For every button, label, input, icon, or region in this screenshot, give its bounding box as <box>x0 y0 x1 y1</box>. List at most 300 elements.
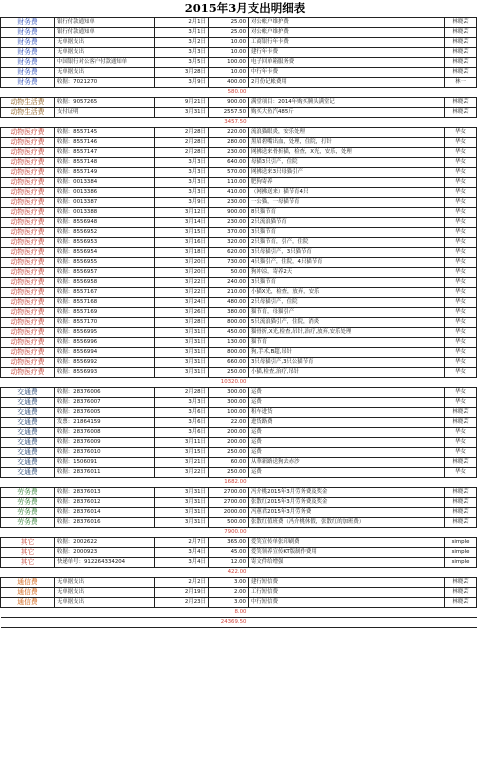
description-cell: 寄文件给增强 <box>249 558 445 568</box>
person-cell: 华女 <box>445 258 477 268</box>
date-cell: 3月31日 <box>155 518 209 528</box>
date-cell: 3月6日 <box>155 418 209 428</box>
person-cell: simple <box>445 558 477 568</box>
person-cell: 华女 <box>445 218 477 228</box>
date-cell: 2月19日 <box>155 588 209 598</box>
description-cell: 冯介桃2015年3月劳务费及奖金 <box>249 488 445 498</box>
subtotal-row <box>1 118 477 128</box>
document-cell: 收据：28376007 <box>55 398 155 408</box>
amount-cell: 100.00 <box>209 408 249 418</box>
person-cell: 华女 <box>445 248 477 258</box>
date-cell: 3月3日 <box>155 48 209 58</box>
amount-cell: 300.00 <box>209 388 249 398</box>
description-cell: 2只流浪猫节育 <box>249 218 445 228</box>
amount-cell: 250.00 <box>209 448 249 458</box>
table-row <box>1 328 477 338</box>
amount-cell: 2557.50 <box>209 108 249 118</box>
description-cell: 3只母猫引产，3只猫节育 <box>249 248 445 258</box>
amount-cell: 500.00 <box>209 518 249 528</box>
date-cell <box>155 528 209 538</box>
amount-cell: 365.00 <box>209 538 249 548</box>
amount-cell: 320.00 <box>209 238 249 248</box>
document-cell: 无单据支出 <box>55 68 155 78</box>
amount-cell: 10.00 <box>209 48 249 58</box>
description-cell: 运费 <box>249 438 445 448</box>
person-cell: 华女 <box>445 228 477 238</box>
table-row <box>1 598 477 608</box>
amount-cell: 800.00 <box>209 318 249 328</box>
category-cell: 动物医疗费 <box>1 178 55 188</box>
description-cell: 进货路费 <box>249 418 445 428</box>
date-cell: 3月9日 <box>155 78 209 88</box>
description-cell: 2只猫节育，引产，住院 <box>249 238 445 248</box>
document-cell: 收据：8557168 <box>55 298 155 308</box>
description-cell: 爱笑领养宣传KT版制作费用 <box>249 548 445 558</box>
category-cell <box>1 378 55 388</box>
person-cell: 林一 <box>445 78 477 88</box>
category-cell: 动物医疗费 <box>1 258 55 268</box>
document-cell <box>55 568 155 578</box>
date-cell: 3月31日 <box>155 348 209 358</box>
person-cell <box>445 528 477 538</box>
category-cell: 交通费 <box>1 428 55 438</box>
amount-cell: 200.00 <box>209 438 249 448</box>
document-cell: 收据：8557146 <box>55 138 155 148</box>
table-row <box>1 318 477 328</box>
document-cell: 收据：9057265 <box>55 98 155 108</box>
date-cell: 3月6日 <box>155 408 209 418</box>
description-cell: 工商银行年卡费 <box>249 38 445 48</box>
subtotal-amount: 7900.00 <box>209 528 249 538</box>
document-cell: 无单据支出 <box>55 48 155 58</box>
description-cell <box>249 118 445 128</box>
subtotal-amount: 24369.50 <box>209 618 249 628</box>
description-cell: 对公帐户维护费 <box>249 18 445 28</box>
date-cell: 3月22日 <box>155 468 209 478</box>
description-cell: 5只流浪猫引产，住院，消炎 <box>249 318 445 328</box>
date-cell: 3月4日 <box>155 548 209 558</box>
date-cell: 3月31日 <box>155 338 209 348</box>
amount-cell: 640.00 <box>209 158 249 168</box>
category-cell: 动物医疗费 <box>1 318 55 328</box>
category-cell: 动物医疗费 <box>1 168 55 178</box>
date-cell: 3月3日 <box>155 178 209 188</box>
description-cell <box>249 608 445 618</box>
category-cell: 通信费 <box>1 588 55 598</box>
description-cell: 工行短信费 <box>249 588 445 598</box>
table-row <box>1 498 477 508</box>
document-cell: 收据：8556994 <box>55 348 155 358</box>
document-cell: 收据：8556954 <box>55 248 155 258</box>
table-row <box>1 408 477 418</box>
person-cell: 华女 <box>445 168 477 178</box>
category-cell: 交通费 <box>1 468 55 478</box>
person-cell: 华女 <box>445 288 477 298</box>
person-cell: 林晓芸 <box>445 418 477 428</box>
person-cell: 华女 <box>445 318 477 328</box>
document-cell: 收据：8556957 <box>55 268 155 278</box>
document-cell <box>55 378 155 388</box>
category-cell: 交通费 <box>1 438 55 448</box>
category-cell: 动物医疗费 <box>1 208 55 218</box>
date-cell: 3月1日 <box>155 28 209 38</box>
amount-cell: 45.00 <box>209 548 249 558</box>
category-cell: 动物医疗费 <box>1 158 55 168</box>
person-cell <box>445 118 477 128</box>
person-cell: 华女 <box>445 448 477 458</box>
category-cell: 财务费 <box>1 68 55 78</box>
description-cell: 中行短信费 <box>249 598 445 608</box>
table-row <box>1 448 477 458</box>
person-cell: 华女 <box>445 428 477 438</box>
category-cell <box>1 88 55 98</box>
table-row <box>1 28 477 38</box>
date-cell: 3月20日 <box>155 258 209 268</box>
description-cell: 建行年卡费 <box>249 48 445 58</box>
person-cell: 林晓芸 <box>445 578 477 588</box>
person-cell: 林晓芸 <box>445 48 477 58</box>
person-cell: 华女 <box>445 348 477 358</box>
person-cell: simple <box>445 548 477 558</box>
person-cell: 林晓芸 <box>445 508 477 518</box>
subtotal-amount: 3457.50 <box>209 118 249 128</box>
description-cell: 满堂项目：2014年购买腾头满堂记 <box>249 98 445 108</box>
table-row <box>1 538 477 548</box>
category-cell <box>1 568 55 578</box>
document-cell: 收据：1506091 <box>55 458 155 468</box>
table-row <box>1 18 477 28</box>
expense-table-body <box>1 18 477 628</box>
document-cell: 收据：8557167 <box>55 288 155 298</box>
document-cell: 收据：8557148 <box>55 158 155 168</box>
table-row <box>1 68 477 78</box>
table-row <box>1 458 477 468</box>
amount-cell: 250.00 <box>209 368 249 378</box>
table-row <box>1 588 477 598</box>
document-cell: 无单据支出 <box>55 588 155 598</box>
date-cell: 3月31日 <box>155 368 209 378</box>
table-row <box>1 398 477 408</box>
amount-cell: 300.00 <box>209 398 249 408</box>
description-cell <box>249 478 445 488</box>
description-cell: 电子回单箱服务费 <box>249 58 445 68</box>
person-cell <box>445 478 477 488</box>
document-cell: 收据：28376012 <box>55 498 155 508</box>
amount-cell: 200.00 <box>209 428 249 438</box>
category-cell: 动物医疗费 <box>1 128 55 138</box>
document-cell: 收据：8557170 <box>55 318 155 328</box>
date-cell: 3月26日 <box>155 308 209 318</box>
description-cell: 张散红2015年3月劳务费及奖金 <box>249 498 445 508</box>
date-cell: 2月28日 <box>155 388 209 398</box>
date-cell: 3月15日 <box>155 228 209 238</box>
description-cell: 黑眉碧嘴出血，处理，住院，打针 <box>249 138 445 148</box>
expense-table <box>0 17 477 628</box>
table-row <box>1 98 477 108</box>
document-cell <box>55 118 155 128</box>
document-cell: 收据：28376014 <box>55 508 155 518</box>
person-cell: simple <box>445 538 477 548</box>
table-row <box>1 488 477 498</box>
table-row <box>1 298 477 308</box>
description-cell: 租车进货 <box>249 408 445 418</box>
amount-cell: 250.00 <box>209 468 249 478</box>
document-cell <box>55 88 155 98</box>
category-cell: 动物医疗费 <box>1 368 55 378</box>
document-cell: 银行付款通知单 <box>55 28 155 38</box>
document-cell: 收据：0013387 <box>55 198 155 208</box>
subtotal-amount: 8.00 <box>209 608 249 618</box>
amount-cell: 400.00 <box>209 78 249 88</box>
table-row <box>1 178 477 188</box>
table-row <box>1 358 477 368</box>
document-cell: 快递单号：912264334204 <box>55 558 155 568</box>
description-cell: 3只猫节育 <box>249 278 445 288</box>
category-cell: 劳务费 <box>1 498 55 508</box>
person-cell: 华女 <box>445 188 477 198</box>
description-cell: 小猫X光，检查，放弃，安乐 <box>249 288 445 298</box>
subtotal-amount: 10320.00 <box>209 378 249 388</box>
description-cell: 肥狗寄养 <box>249 178 445 188</box>
description-cell: 母猫3只引产，住院 <box>249 158 445 168</box>
document-cell: 收据：28376009 <box>55 438 155 448</box>
description-cell: 一公猫，一母猫节育 <box>249 198 445 208</box>
table-row <box>1 38 477 48</box>
date-cell: 3月3日 <box>155 188 209 198</box>
table-row <box>1 108 477 118</box>
description-cell: 2只母猫引产，住院 <box>249 298 445 308</box>
document-cell: 收据：0013386 <box>55 188 155 198</box>
date-cell <box>155 608 209 618</box>
person-cell: 华女 <box>445 328 477 338</box>
table-row <box>1 348 477 358</box>
amount-cell: 280.00 <box>209 138 249 148</box>
amount-cell: 450.00 <box>209 328 249 338</box>
subtotal-row <box>1 568 477 578</box>
amount-cell: 800.00 <box>209 348 249 358</box>
date-cell: 3月14日 <box>155 218 209 228</box>
description-cell: 猫骨折,X光,检查,吊针,治疗,放弃,安乐处理 <box>249 328 445 338</box>
document-cell: 收据：8556952 <box>55 228 155 238</box>
description-cell: 狗,手术,B超,吊针 <box>249 348 445 358</box>
category-cell: 动物医疗费 <box>1 228 55 238</box>
date-cell: 3月28日 <box>155 68 209 78</box>
amount-cell: 230.00 <box>209 218 249 228</box>
date-cell: 3月4日 <box>155 558 209 568</box>
category-cell: 动物医疗费 <box>1 188 55 198</box>
description-cell: 运费 <box>249 448 445 458</box>
amount-cell: 50.00 <box>209 268 249 278</box>
subtotal-row <box>1 378 477 388</box>
table-row <box>1 548 477 558</box>
document-cell: 收据：0013384 <box>55 178 155 188</box>
date-cell: 2月28日 <box>155 138 209 148</box>
person-cell: 林晓芸 <box>445 108 477 118</box>
date-cell: 3月28日 <box>155 318 209 328</box>
description-cell: 爱笑宣传单张印刷费 <box>249 538 445 548</box>
description-cell: 冯蕙君2015年3月劳务费 <box>249 508 445 518</box>
category-cell <box>1 528 55 538</box>
date-cell: 2月28日 <box>155 148 209 158</box>
category-cell: 动物医疗费 <box>1 138 55 148</box>
description-cell: 运费 <box>249 428 445 438</box>
person-cell <box>445 378 477 388</box>
table-row <box>1 218 477 228</box>
document-cell: 收据：28376010 <box>55 448 155 458</box>
category-cell: 动物医疗费 <box>1 348 55 358</box>
description-cell: 网拂送来3只母猫引产 <box>249 168 445 178</box>
amount-cell: 22.00 <box>209 418 249 428</box>
person-cell: 华女 <box>445 388 477 398</box>
date-cell: 3月15日 <box>155 448 209 458</box>
document-cell: 收据：28376008 <box>55 428 155 438</box>
category-cell: 动物医疗费 <box>1 298 55 308</box>
date-cell: 3月5日 <box>155 58 209 68</box>
date-cell: 3月31日 <box>155 498 209 508</box>
table-row <box>1 368 477 378</box>
date-cell: 3月22日 <box>155 288 209 298</box>
category-cell: 动物医疗费 <box>1 218 55 228</box>
subtotal-row <box>1 608 477 618</box>
table-row <box>1 438 477 448</box>
description-cell <box>249 378 445 388</box>
category-cell: 通信费 <box>1 598 55 608</box>
amount-cell: 2700.00 <box>209 488 249 498</box>
table-row <box>1 248 477 258</box>
description-cell: 3只猫节育 <box>249 228 445 238</box>
amount-cell: 620.00 <box>209 248 249 258</box>
date-cell: 3月20日 <box>155 268 209 278</box>
category-cell: 动物医疗费 <box>1 328 55 338</box>
date-cell: 2月1日 <box>155 18 209 28</box>
document-cell: 发票：21864159 <box>55 418 155 428</box>
person-cell <box>445 608 477 618</box>
category-cell: 动物医疗费 <box>1 338 55 348</box>
document-cell: 收据：8556958 <box>55 278 155 288</box>
category-cell: 财务费 <box>1 48 55 58</box>
description-cell: 运费 <box>249 468 445 478</box>
category-cell: 动物医疗费 <box>1 268 55 278</box>
document-cell: 收据：8556953 <box>55 238 155 248</box>
date-cell: 2月7日 <box>155 538 209 548</box>
amount-cell: 10.00 <box>209 38 249 48</box>
category-cell: 动物医疗费 <box>1 308 55 318</box>
date-cell: 9月21日 <box>155 98 209 108</box>
date-cell: 3月31日 <box>155 508 209 518</box>
document-cell: 无单据支出 <box>55 598 155 608</box>
document-cell: 无单据支出 <box>55 578 155 588</box>
document-cell: 收据：8556955 <box>55 258 155 268</box>
date-cell: 3月12日 <box>155 208 209 218</box>
table-row <box>1 128 477 138</box>
amount-cell: 730.00 <box>209 258 249 268</box>
table-row <box>1 278 477 288</box>
category-cell: 财务费 <box>1 28 55 38</box>
amount-cell: 220.00 <box>209 128 249 138</box>
date-cell: 3月3日 <box>155 158 209 168</box>
person-cell: 华女 <box>445 368 477 378</box>
amount-cell: 12.00 <box>209 558 249 568</box>
description-cell <box>249 528 445 538</box>
document-cell: 收据：8557145 <box>55 128 155 138</box>
amount-cell: 480.00 <box>209 298 249 308</box>
category-cell: 通信费 <box>1 578 55 588</box>
amount-cell: 370.00 <box>209 228 249 238</box>
person-cell: 林晓芸 <box>445 588 477 598</box>
date-cell <box>155 378 209 388</box>
person-cell: 华女 <box>445 178 477 188</box>
date-cell: 3月31日 <box>155 108 209 118</box>
category-cell: 动物医疗费 <box>1 248 55 258</box>
description-cell: 流浪猫眼炎，安乐处理 <box>249 128 445 138</box>
person-cell: 林晓芸 <box>445 98 477 108</box>
description-cell: 网拂送来骨折猫，检查，X光，安乐，处理 <box>249 148 445 158</box>
amount-cell: 2.00 <box>209 588 249 598</box>
person-cell: 华女 <box>445 128 477 138</box>
person-cell: 华女 <box>445 148 477 158</box>
category-cell: 动物生活费 <box>1 98 55 108</box>
document-cell: 支付证明 <box>55 108 155 118</box>
category-cell: 交通费 <box>1 388 55 398</box>
document-cell: 收据：28376006 <box>55 388 155 398</box>
document-cell: 收据：28376011 <box>55 468 155 478</box>
table-row <box>1 558 477 568</box>
person-cell: 华女 <box>445 278 477 288</box>
table-row <box>1 208 477 218</box>
amount-cell: 25.00 <box>209 28 249 38</box>
subtotal-row <box>1 618 477 628</box>
amount-cell: 410.00 <box>209 188 249 198</box>
category-cell: 动物医疗费 <box>1 288 55 298</box>
table-row <box>1 338 477 348</box>
description-cell <box>249 88 445 98</box>
date-cell: 3月18日 <box>155 248 209 258</box>
description-cell: 运费 <box>249 398 445 408</box>
description-cell: 对公帐户维护费 <box>249 28 445 38</box>
document-cell: 收据：8557147 <box>55 148 155 158</box>
document-cell: 收据：8556993 <box>55 368 155 378</box>
person-cell: 华女 <box>445 138 477 148</box>
amount-cell: 10.00 <box>209 68 249 78</box>
person-cell <box>445 618 477 628</box>
table-row <box>1 468 477 478</box>
document-cell: 收据：2002622 <box>55 538 155 548</box>
document-cell: 无单据支出 <box>55 38 155 48</box>
description-cell: 4只猫引产，住院，4只猫节育 <box>249 258 445 268</box>
person-cell: 林晓芸 <box>445 408 477 418</box>
document-cell: 收据：8556948 <box>55 218 155 228</box>
date-cell: 3月21日 <box>155 458 209 468</box>
amount-cell: 130.00 <box>209 338 249 348</box>
date-cell <box>155 568 209 578</box>
category-cell: 财务费 <box>1 58 55 68</box>
person-cell: 林晓芸 <box>445 458 477 468</box>
document-cell <box>55 528 155 538</box>
person-cell: 华女 <box>445 308 477 318</box>
description-cell: 猫节育，母猫引产 <box>249 308 445 318</box>
subtotal-row <box>1 528 477 538</box>
table-row <box>1 268 477 278</box>
person-cell: 林晓芸 <box>445 598 477 608</box>
person-cell <box>445 88 477 98</box>
table-row <box>1 288 477 298</box>
person-cell: 华女 <box>445 198 477 208</box>
table-row <box>1 58 477 68</box>
category-cell <box>1 478 55 488</box>
table-row <box>1 228 477 238</box>
table-row <box>1 238 477 248</box>
category-cell: 交通费 <box>1 408 55 418</box>
